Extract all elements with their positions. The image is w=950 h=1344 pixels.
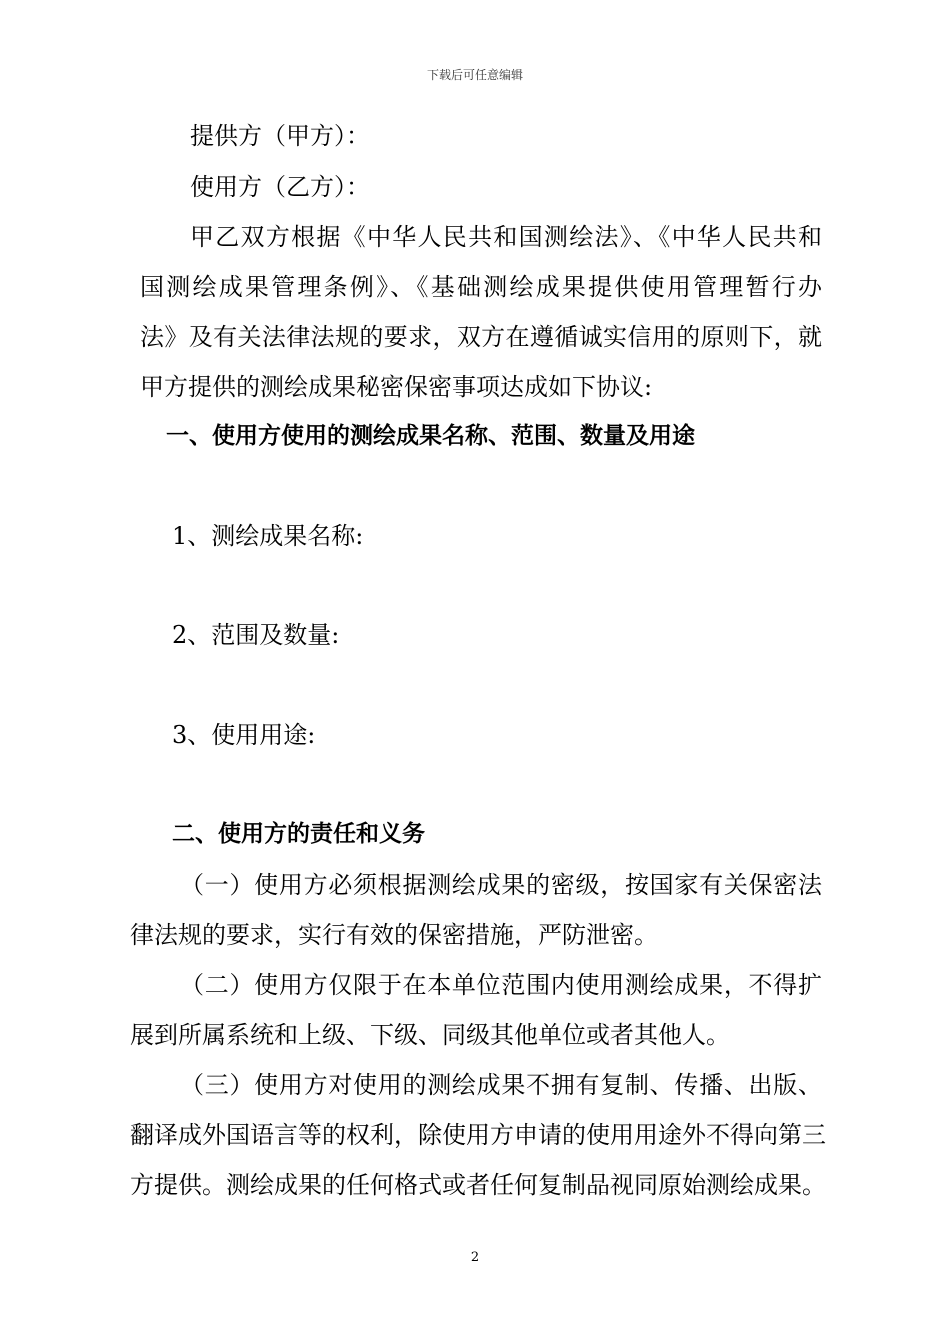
intro-line-3: 法》及有关法律法规的要求，双方在遵循诚实信用的原则下，就 bbox=[140, 323, 822, 351]
section1-item-scope: 2、范围及数量: bbox=[172, 621, 340, 649]
page-header: 下载后可任意编辑 bbox=[426, 68, 523, 82]
section2-heading: 二、使用方的责任和义务 bbox=[172, 821, 425, 847]
clause-3-line-3: 方提供。测绘成果的任何格式或者任何复制品视同原始测绘成果。 bbox=[130, 1171, 826, 1199]
intro-line-1: 甲乙双方根据《中华人民共和国测绘法》、《中华人民共和 bbox=[190, 223, 822, 251]
clause-2-line-2: 展到所属系统和上级、下级、同级其他单位或者其他人。 bbox=[130, 1021, 730, 1049]
intro-line-2: 国测绘成果管理条例》、《基础测绘成果提供使用管理暂行办 bbox=[140, 273, 822, 301]
intro-line-4: 甲方提供的测绘成果秘密保密事项达成如下协议: bbox=[140, 373, 653, 401]
provider-party-label: 提供方（甲方）： bbox=[190, 122, 370, 150]
clause-3-line-1: （三）使用方对使用的测绘成果不拥有复制、传播、出版、 bbox=[180, 1071, 822, 1099]
clause-2-line-1: （二）使用方仅限于在本单位范围内使用测绘成果，不得扩 bbox=[180, 971, 822, 999]
clause-3-line-2: 翻译成外国语言等的权利，除使用方申请的使用用途外不得向第三 bbox=[130, 1121, 826, 1149]
section1-item-name: 1、测绘成果名称: bbox=[172, 522, 364, 550]
page-number: 2 bbox=[470, 1250, 480, 1265]
clause-1-line-2: 律法规的要求，实行有效的保密措施，严防泄密。 bbox=[130, 921, 658, 949]
clause-1-line-1: （一）使用方必须根据测绘成果的密级，按国家有关保密法 bbox=[180, 871, 822, 899]
section1-heading: 一、使用方使用的测绘成果名称、范围、数量及用途 bbox=[166, 423, 695, 449]
user-party-label: 使用方（乙方）： bbox=[190, 173, 370, 201]
section1-item-purpose: 3、使用用途: bbox=[172, 721, 316, 749]
